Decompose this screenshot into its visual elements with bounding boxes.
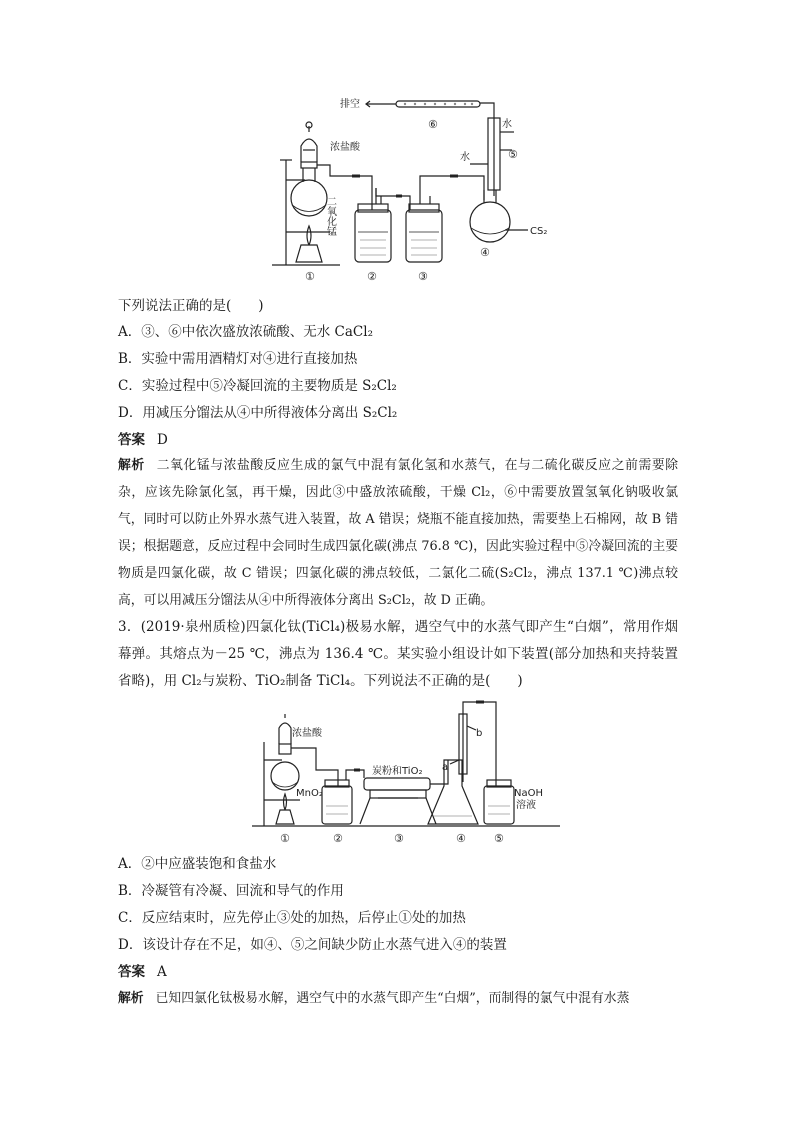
question-stem: 下列说法正确的是( ) bbox=[118, 298, 264, 314]
fig2-label-b: b bbox=[476, 728, 483, 739]
fig2-label-a: a bbox=[442, 762, 449, 773]
figure-apparatus-2 bbox=[0, 700, 794, 850]
label-water-top: 水 bbox=[502, 119, 512, 130]
label-mno2-vertical: 二氧化锰 bbox=[324, 196, 336, 236]
analysis-paragraph bbox=[118, 452, 678, 614]
label-exhaust: 排空 bbox=[340, 99, 360, 110]
question-3-stem: 3．(2019·泉州质检)四氯化钛(TiCl₄)极易水解，遇空气中的水蒸气即产生“白烟”，常用作烟幕弹。其熔点为－25 ℃，沸点为 136.4 ℃。某实验小组设计如下装置(部分加热和夹持装置省略)，用 Cl₂与炭粉、TiO₂制备 TiCl₄。下列说法不正确的是( ) bbox=[118, 619, 678, 689]
option-b: B．实验中需用酒精灯对④进行直接加热 bbox=[118, 351, 358, 367]
option-d: D．用减压分馏法从④中所得液体分离出 S₂Cl₂ bbox=[118, 405, 398, 421]
analysis-label: 解析 bbox=[118, 458, 145, 473]
fig2-label-carbon-tio2: 炭粉和TiO₂ bbox=[372, 766, 423, 777]
q3-analysis-text: 已知四氯化钛极易水解，遇空气中的水蒸气即产生“白烟”，而制得的氯气中混有水蒸 bbox=[155, 991, 630, 1006]
q3-answer-value: A bbox=[157, 964, 167, 980]
fig2-num-2: ② bbox=[333, 832, 343, 845]
q3-answer-line bbox=[118, 960, 167, 980]
num-4: ④ bbox=[480, 246, 490, 259]
fig2-num-5: ⑤ bbox=[494, 832, 504, 845]
q3-analysis-label: 解析 bbox=[118, 991, 144, 1006]
fig2-label-conc-hcl: 浓盐酸 bbox=[292, 728, 322, 739]
option-c: C．实验过程中⑤冷凝回流的主要物质是 S₂Cl₂ bbox=[118, 378, 397, 394]
fig2-label-naoh: NaOH bbox=[514, 788, 543, 799]
label-water-mid: 水 bbox=[460, 152, 470, 163]
q3-answer-label: 答案 bbox=[118, 964, 145, 980]
figure-apparatus-1 bbox=[0, 0, 794, 300]
option-a: A．③、⑥中依次盛放浓硫酸、无水 CaCl₂ bbox=[118, 324, 373, 340]
label-conc-hcl: 浓盐酸 bbox=[330, 142, 360, 153]
q3-analysis-paragraph bbox=[118, 985, 678, 1012]
fig2-label-solution: 溶液 bbox=[516, 800, 536, 811]
num-1: ① bbox=[305, 270, 315, 283]
answer-line bbox=[118, 428, 168, 448]
q3-option-b: B．冷凝管有冷凝、回流和导气的作用 bbox=[118, 883, 344, 899]
num-5: ⑤ bbox=[508, 148, 518, 161]
label-cs2: CS₂ bbox=[530, 226, 548, 237]
q3-option-d: D．该设计存在不足，如④、⑤之间缺少防止水蒸气进入④的装置 bbox=[118, 937, 507, 953]
fig2-num-4: ④ bbox=[456, 832, 466, 845]
num-6: ⑥ bbox=[428, 118, 438, 131]
analysis-text: 二氧化锰与浓盐酸反应生成的氯气中混有氯化氢和水蒸气，在与二硫化碳反应之前需要除杂，应该先除氯化氢，再干燥，因此③中盛放浓硫酸，干燥 Cl₂，⑥中需要放置氢氧化钠吸收氯气，同时可以防止外界水蒸气进入装置，故 A 错误；烧瓶不能直接加热，需要垫上石棉网，故 B 错误；根据题意，反应过程中会同时生成四氯化碳(沸点 76.8 ℃)，因此实验过程中⑤冷凝回流的主要物质是四氯化碳，故 C 错误；四氯化碳的沸点较低，二氯化二硫(S₂Cl₂，沸点 137.1 ℃)沸点较高，可以用减压分馏法从④中所得液体分离出 S₂Cl₂，故 D 正确。 bbox=[118, 458, 679, 608]
fig2-num-3: ③ bbox=[394, 832, 404, 845]
num-2: ② bbox=[367, 270, 377, 283]
q3-option-a: A．②中应盛装饱和食盐水 bbox=[118, 856, 277, 872]
fig2-label-mno2: MnO₂ bbox=[296, 788, 323, 799]
answer-label: 答案 bbox=[118, 432, 145, 448]
fig2-num-1: ① bbox=[280, 832, 290, 845]
answer-value: D bbox=[157, 432, 168, 448]
num-3: ③ bbox=[418, 270, 428, 283]
q3-option-c: C．反应结束时，应先停止③处的加热，后停止①处的加热 bbox=[118, 910, 466, 926]
